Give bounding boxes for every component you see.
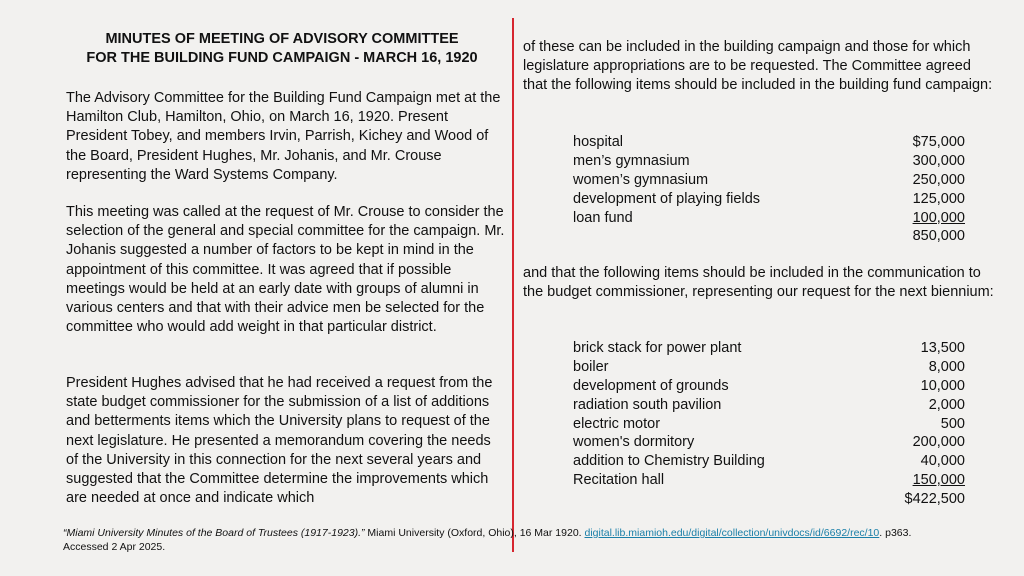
- table-row: [573, 133, 965, 152]
- title-line-1: MINUTES OF MEETING OF ADVISORY COMMITTEE: [105, 31, 459, 47]
- item-amount: $75,000: [912, 134, 965, 150]
- table-row: [573, 190, 965, 209]
- title-line-2: FOR THE BUILDING FUND CAMPAIGN - MARCH 16, 1920: [86, 50, 478, 66]
- citation-source: Miami University (Oxford, Ohio), 16 Mar 1920.: [364, 527, 585, 539]
- item-amount: 100,000: [912, 209, 965, 226]
- table-row: [573, 396, 965, 415]
- citation-title: “Miami University Minutes of the Board of Trustees (1917-1923).”: [63, 527, 365, 539]
- item-name: radiation south pavilion: [573, 396, 722, 413]
- item-name: women's dormitory: [573, 434, 695, 451]
- document-title: [62, 30, 502, 68]
- item-amount: 150,000: [912, 472, 965, 489]
- item-amount: 2,000: [928, 396, 965, 413]
- item-amount: 10,000: [920, 377, 965, 394]
- item-name: electric motor: [573, 415, 661, 432]
- item-name: development of grounds: [573, 377, 729, 394]
- citation: [63, 526, 1003, 554]
- table-row: [573, 358, 965, 377]
- budget-total: $422,500: [904, 491, 965, 508]
- table-row: [573, 471, 965, 490]
- campaign-items-table: [573, 133, 965, 246]
- paragraph-budget-items-intro: and that the following items should be included in the communication to the budget commissioner, representing our request for the next biennium:: [523, 265, 994, 301]
- item-name: loan fund: [573, 209, 633, 226]
- column-divider: [512, 18, 514, 552]
- paragraph-campaign-items-intro: of these can be included in the building campaign and those for which legislature appropriations are to be requested. The Committee agreed that the following items should be included in the building fund campaign:: [523, 39, 993, 94]
- item-name: Recitation hall: [573, 472, 665, 489]
- item-amount: 8,000: [928, 358, 965, 375]
- item-name: men’s gymnasium: [573, 152, 690, 169]
- citation-accessed: Accessed 2 Apr 2025.: [63, 541, 166, 553]
- paragraph-budget-request: President Hughes advised that he had received a request from the state budget commissioner for the submission of a list of additions and betterments items which the University plans to request of the next legislature. He presented a memorandum covering the needs of the University in this connection for the next several years and suggested that the Committee determine the improvements which are needed at once and indicate which: [66, 375, 493, 507]
- item-name: development of playing fields: [573, 190, 761, 207]
- table-row: [573, 152, 965, 171]
- table-row: [573, 415, 965, 434]
- item-name: addition to Chemistry Building: [573, 453, 765, 470]
- item-amount: 300,000: [912, 152, 965, 169]
- table-row: [573, 171, 965, 190]
- paragraph-committee-selection: This meeting was called at the request of Mr. Crouse to consider the selection of the general and special committee for the campaign. Mr. Johanis suggested a number of factors to be kept in mind in the appointment of this committee. It was agreed that if possible meetings would be held at an early date with groups of alumni in various centers and that with their advice men be selected for the committee who would add weight in that particular district.: [66, 204, 505, 336]
- item-name: brick stack for power plant: [573, 340, 742, 356]
- citation-link[interactable]: digital.lib.miamioh.edu/digital/collection/univdocs/id/6692/rec/10: [584, 527, 880, 539]
- item-amount: 200,000: [912, 434, 965, 451]
- item-amount: 13,500: [920, 340, 965, 356]
- citation-tail: . p363.: [879, 527, 912, 539]
- table-row: [573, 433, 965, 452]
- table-row: [573, 377, 965, 396]
- item-amount: 500: [940, 415, 965, 432]
- campaign-total: 850,000: [912, 228, 965, 245]
- table-row: [573, 452, 965, 471]
- item-amount: 125,000: [912, 190, 965, 207]
- table-row: [573, 339, 965, 358]
- item-name: boiler: [573, 358, 609, 375]
- item-amount: 40,000: [920, 453, 965, 470]
- item-name: women’s gymnasium: [573, 171, 709, 188]
- item-amount: 250,000: [912, 171, 965, 188]
- item-name: hospital: [573, 134, 623, 150]
- table-row: [573, 209, 965, 228]
- paragraph-attendance: The Advisory Committee for the Building Fund Campaign met at the Hamilton Club, Hamilton, Ohio, on March 16, 1920. Present President Tobey, and members Irvin, Parrish, Kichey and Wood of the Board, President Hughes, Mr. Johanis, and Mr. Crouse representing the Ward Systems Company.: [66, 90, 501, 183]
- budget-items-table: [573, 339, 965, 509]
